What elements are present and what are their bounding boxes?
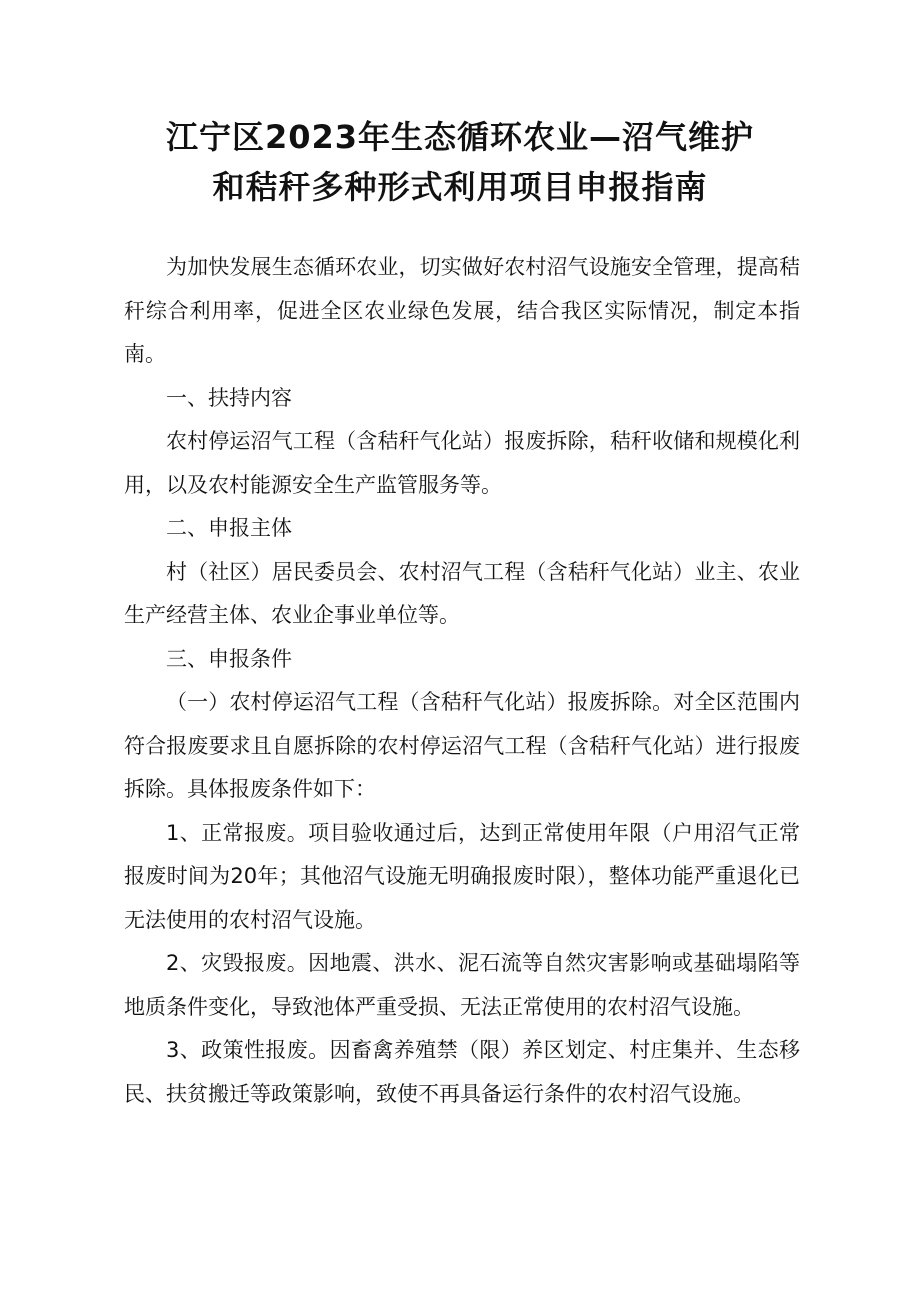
section-heading-applicant: 二、申报主体 [166,516,292,540]
scrap-normal-paragraph: 1、正常报废。项目验收通过后，达到正常使用年限（户用沼气正常报废时间为20年；其他沼气设施无明确报废时限），整体功能严重退化已无法使用的农村沼气设施。 [124,820,800,932]
condition-1-paragraph: （一）农村停运沼气工程（含秸秆气化站）报废拆除。对全区范围内符合报废要求且自愿拆除的农村停运沼气工程（含秸秆气化站）进行报废拆除。具体报废条件如下： [124,690,800,801]
scrap-disaster-paragraph: 2、灾毁报废。因地震、洪水、泥石流等自然灾害影响或基础塌陷等地质条件变化，导致池体严重受损、无法正常使用的农村沼气设施。 [124,951,800,1019]
section-heading-support-content: 一、扶持内容 [166,385,292,410]
scrap-policy-paragraph: 3、政策性报废。因畜禽养殖禁（限）养区划定、村庄集并、生态移民、扶贫搬迁等政策影响，致使不再具备运行条件的农村沼气设施。 [124,1038,800,1106]
document-body [124,246,800,1116]
applicant-paragraph: 村（社区）居民委员会、农村沼气工程（含秸秆气化站）业主、农业生产经营主体、农业企事业单位等。 [124,559,800,627]
section-heading-conditions: 三、申报条件 [166,646,292,671]
document-title-line-2: 和秸秆多种形式利用项目申报指南 [212,168,708,206]
intro-paragraph: 为加快发展生态循环农业，切实做好农村沼气设施安全管理，提高秸秆综合利用率，促进全区农业绿色发展，结合我区实际情况，制定本指南。 [124,255,800,366]
document-title-line-1: 江宁区2023年生态循环农业—沼气维护 [165,118,755,156]
support-content-paragraph: 农村停运沼气工程（含秸秆气化站）报废拆除，秸秆收储和规模化利用，以及农村能源安全生产监管服务等。 [124,429,800,497]
